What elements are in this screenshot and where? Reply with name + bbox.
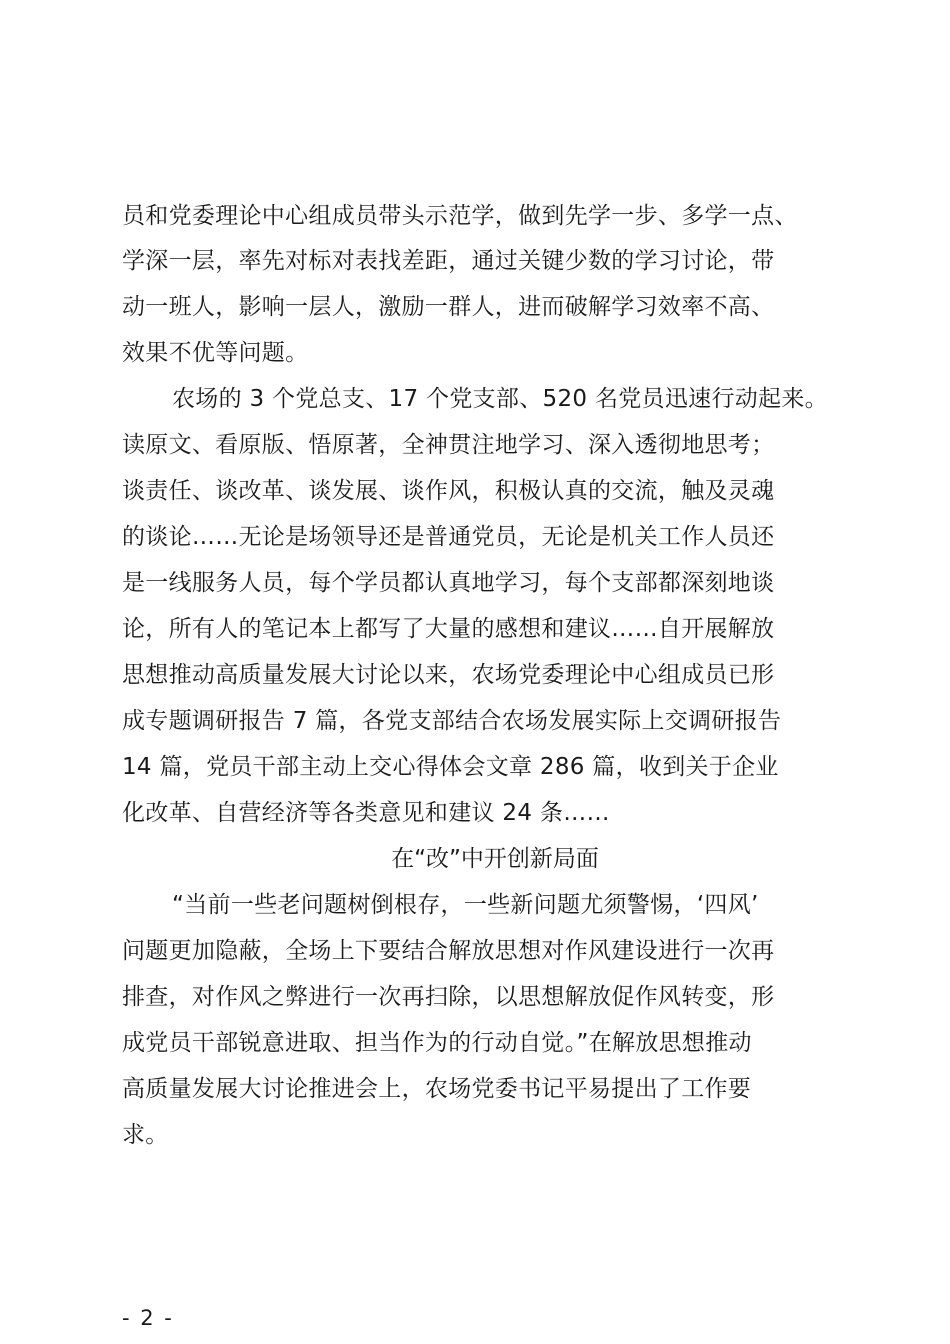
- text-line: 是一线服务人员，每个学员都认真地学习，每个支部都深刻地谈: [122, 570, 775, 596]
- text-line: 化改革、自营经济等各类意见和建议 24 条……: [122, 800, 610, 826]
- text-line: “当前一些老问题树倒根存，一些新问题尤须警惕，‘四风’: [172, 892, 759, 918]
- text-line: 成专题调研报告 7 篇，各党支部结合农场发展实际上交调研报告: [122, 708, 782, 734]
- text-line: 排查，对作风之弊进行一次再扫除，以思想解放促作风转变，形: [122, 984, 775, 1010]
- text-line: 谈责任、谈改革、谈发展、谈作风，积极认真的交流，触及灵魂: [122, 478, 775, 504]
- text-line: 农场的 3 个党总支、17 个党支部、520 名党员迅速行动起来。: [172, 386, 828, 412]
- text-line: 问题更加隐蔽，全场上下要结合解放思想对作风建设进行一次再: [122, 938, 775, 964]
- text-line: 学深一层，率先对标对表找差距，通过关键少数的学习讨论，带: [122, 248, 775, 274]
- text-line: 员和党委理论中心组成员带头示范学，做到先学一步、多学一点、: [122, 203, 798, 229]
- text-line: 动一班人，影响一层人，激励一群人，进而破解学习效率不高、: [122, 294, 775, 320]
- text-line: 成党员干部锐意进取、担当作为的行动自觉。”在解放思想推动: [122, 1030, 752, 1056]
- text-line: 14 篇，党员干部主动上交心得体会文章 286 篇，收到关于企业: [122, 754, 779, 780]
- text-line: 论，所有人的笔记本上都写了大量的感想和建议……自开展解放: [122, 616, 775, 642]
- text-line: 读原文、看原版、悟原著，全神贯注地学习、深入透彻地思考；: [122, 432, 775, 458]
- page-number: - 2 -: [122, 1306, 174, 1330]
- text-line: 求。: [122, 1122, 169, 1148]
- text-line: 高质量发展大讨论推进会上，农场党委书记平易提出了工作要: [122, 1076, 752, 1102]
- text-line: 思想推动高质量发展大讨论以来，农场党委理论中心组成员已形: [122, 662, 775, 688]
- text-line: 的谈论……无论是场领导还是普通党员，无论是机关工作人员还: [122, 524, 775, 550]
- text-line: 效果不优等问题。: [122, 340, 309, 366]
- section-heading: 在“改”中开创新局面: [391, 846, 599, 872]
